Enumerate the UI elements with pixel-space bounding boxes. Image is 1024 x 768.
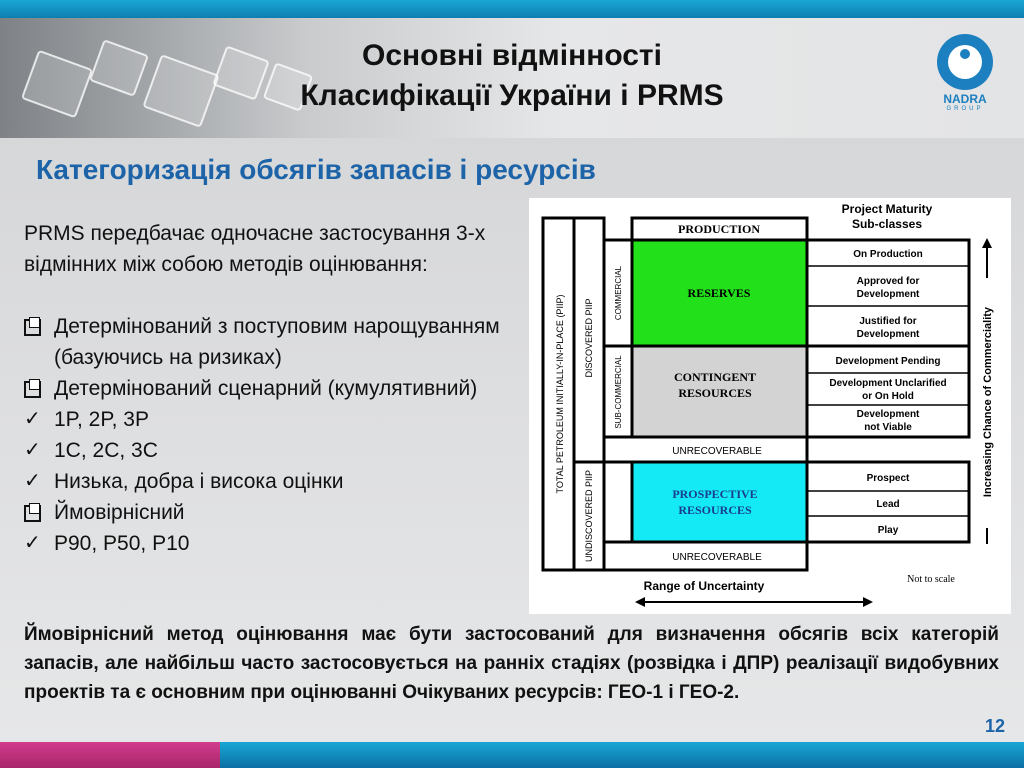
subclass-label: Approved for: [856, 276, 920, 287]
undiscovered-piip-label: UNDISCOVERED PIIP: [584, 469, 594, 563]
list-item: ✓ 1P, 2P, 3P: [24, 404, 524, 435]
list-item: Ймовірнісний: [24, 497, 524, 528]
bottom-paragraph: Ймовірнісний метод оцінювання має бути застосований для визначення обсягів всіх категорій запасів, але найбільш часто застосовується на ранніх стадіях (розвідка і ДПР) реалізації видобувних проектів та є основним при оцінюванні Очікуваних ресурсів: ГЕО-1 і ГЕО-2.: [24, 624, 999, 703]
contingent-label-2: RESOURCES: [678, 386, 752, 400]
prms-diagram-svg: [529, 198, 1011, 614]
header-banner: [0, 18, 1024, 138]
title-line-1: Основні відмінності: [362, 39, 662, 72]
checkbox-bullet-icon: [24, 373, 48, 407]
commerciality-label: Increasing Chance of Commerciality: [982, 306, 994, 498]
checkmark-icon: ✓: [24, 532, 41, 554]
subcommercial-label: SUB-COMMERCIAL: [614, 355, 623, 429]
methods-list: [24, 311, 524, 559]
title-line-2: Класифікації України і PRMS: [300, 79, 724, 112]
page-number: 12: [985, 716, 1006, 736]
subclass-label: Lead: [876, 499, 900, 510]
footer-stripe-magenta: [0, 742, 220, 768]
prospective-label-1: PROSPECTIVE: [672, 487, 758, 501]
subclass-label: Development Pending: [835, 356, 941, 367]
subclass-label: Development: [856, 289, 920, 300]
subclass-label: or On Hold: [862, 391, 914, 402]
footer-stripe-blue: [220, 742, 1024, 768]
list-item: ✓ P90, P50, P10: [24, 528, 524, 559]
checkbox-bullet-icon: [24, 497, 48, 531]
subclass-label: Development: [856, 329, 920, 340]
subclass-label: Development Unclarified: [829, 378, 947, 389]
top-accent-stripe: [0, 0, 1024, 18]
discovered-piip-label: DISCOVERED PIIP: [584, 298, 594, 378]
total-piip-label: TOTAL PETROLEUM INITIALLY-IN-PLACE (PIIP): [555, 294, 565, 494]
commercial-label: COMMERCIAL: [614, 265, 623, 321]
subclass-label: Play: [877, 525, 899, 536]
slide-title: [0, 36, 1024, 116]
subclass-label: Prospect: [866, 473, 910, 484]
logo-name: NADRA: [943, 92, 987, 106]
contingent-label-1: CONTINGENT: [673, 370, 757, 384]
subclass-label: not Viable: [864, 422, 912, 433]
list-item: Детермінований з поступовим нарощуванням (базуючись на ризиках): [24, 311, 524, 373]
prospective-box: [632, 462, 807, 542]
subclass-label: Development: [856, 409, 920, 420]
checkbox-bullet-icon: [24, 311, 48, 345]
maturity-header-1: Project Maturity: [841, 202, 933, 216]
maturity-header-2: Sub-classes: [851, 217, 923, 231]
subclass-label: On Production: [853, 249, 923, 260]
list-item: ✓ Низька, добра і висока оцінки: [24, 466, 524, 497]
subclass-label: Justified for: [859, 316, 917, 327]
logo-sub: GROUP: [946, 106, 984, 112]
reserves-label: RESERVES: [687, 286, 751, 300]
not-to-scale-note: Not to scale: [907, 574, 955, 585]
checkmark-icon: ✓: [24, 439, 41, 461]
prospective-label-2: RESOURCES: [678, 503, 752, 517]
unrecoverable-label-2: UNRECOVERABLE: [672, 552, 762, 563]
section-subtitle: Категоризація обсягів запасів і ресурсів: [36, 154, 596, 185]
range-of-uncertainty-label: Range of Uncertainty: [643, 579, 765, 593]
checkmark-icon: ✓: [24, 470, 41, 492]
intro-text: PRMS передбачає одночасне застосування 3-х відмінних між собою методів оцінювання:: [24, 222, 486, 276]
prms-classification-diagram: [529, 198, 1011, 614]
unrecoverable-label-1: UNRECOVERABLE: [672, 446, 762, 457]
production-label: PRODUCTION: [677, 222, 761, 236]
list-item: Детермінований сценарний (кумулятивний): [24, 373, 524, 404]
checkmark-icon: ✓: [24, 408, 41, 430]
list-item: ✓ 1C, 2C, 3C: [24, 435, 524, 466]
